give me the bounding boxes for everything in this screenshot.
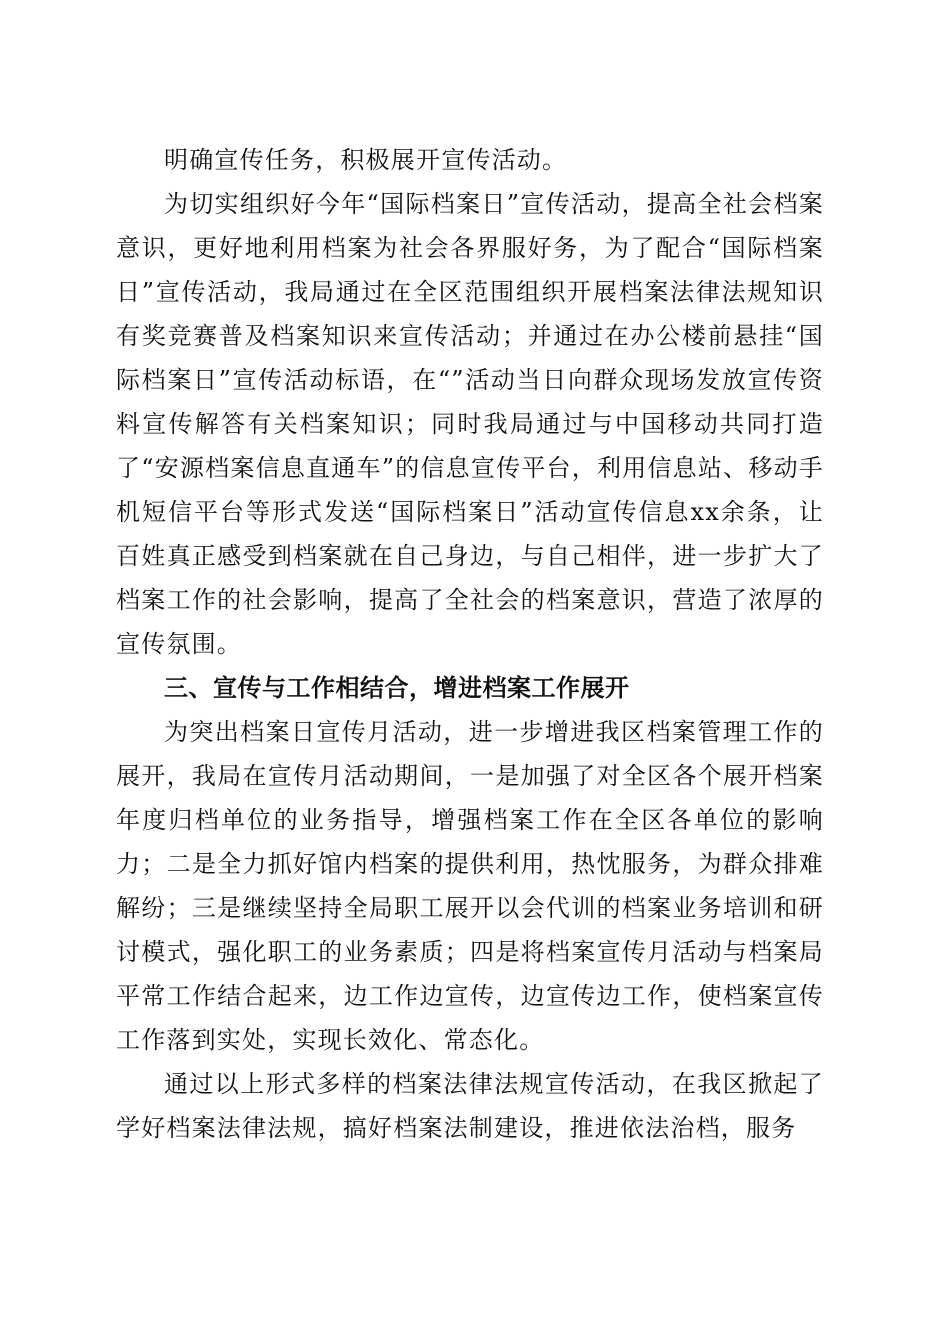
section-heading-3: 三、宣传与工作相结合，增进档案工作展开 (164, 674, 630, 702)
paragraph-conclusion: 通过以上形式多样的档案法律法规宣传活动，在我区掀起了学好档案法律法规，搞好档案法制建设，推进依法治档，服务 (116, 1070, 824, 1142)
document-body (116, 138, 824, 1150)
paragraph-task-summary: 明确宣传任务，积极展开宣传活动。 (164, 146, 568, 174)
paragraph-work-integration: 为突出档案日宣传月活动，进一步增进我区档案管理工作的展开，我局在宣传月活动期间，一是加强了对全区各个展开档案年度归档单位的业务指导，增强档案工作在全区各单位的影响力；二是全力抓好馆内档案的提供利用，热忱服务，为群众排难解纷；三是继续坚持全局职工展开以会代训的档案业务培训和研讨模式，强化职工的业务素质；四是将档案宣传月活动与档案局平常工作结合起来，边工作边宣传，边宣传边工作，使档案宣传工作落到实处，实现长效化、常态化。 (116, 718, 824, 1054)
paragraph-archive-day-activities: 为切实组织好今年“国际档案日”宣传活动，提高全社会档案意识，更好地利用档案为社会各界服好务，为了配合“国际档案日”宣传活动，我局通过在全区范围组织开展档案法律法规知识有奖竞赛普及档案知识来宣传活动；并通过在办公楼前悬挂“国际档案日”宣传活动标语，在“”活动当日向群众现场发放宣传资料宣传解答有关档案知识；同时我局通过与中国移动共同打造了“安源档案信息直通车”的信息宣传平台，利用信息站、移动手机短信平台等形式发送“国际档案日”活动宣传信息xx余条，让百姓真正感受到档案就在自己身边，与自己相伴，进一步扩大了档案工作的社会影响，提高了全社会的档案意识，营造了浓厚的宣传氛围。 (116, 190, 824, 658)
